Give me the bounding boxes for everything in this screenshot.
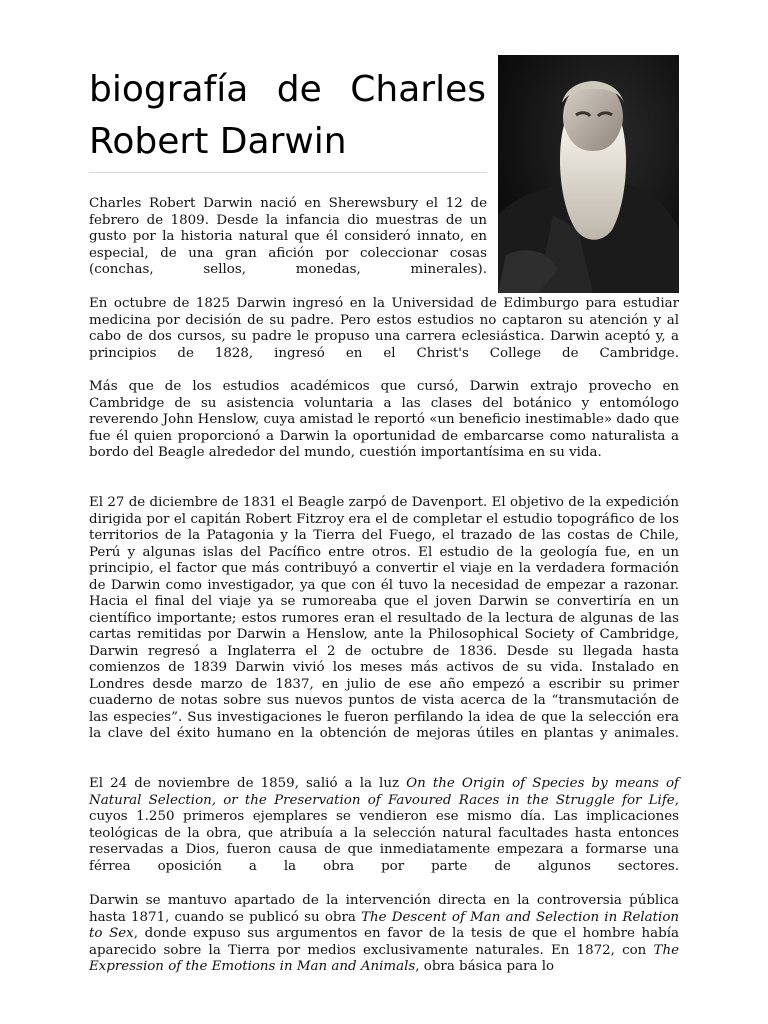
- text-run: Darwin se mantuvo apartado de la intervención directa en la controversia pública hasta 1871, cuando se publicó su obra: [89, 893, 679, 925]
- page-title: biografía de Charles Robert Darwin: [89, 69, 486, 162]
- book-title-descent: The Descent of Man and Selection in Relation to Sex: [89, 909, 680, 941]
- text-run: El 24 de noviembre de 1859, salió a la luz: [89, 776, 407, 791]
- paragraph-edimburgo: En octubre de 1825 Darwin ingresó en la Universidad de Edimburgo para estudiar medicina por decisión de su padre. Pero estos estudios no captaron su atención y al cabo de dos cursos, su padre le propuso una carrera eclesiástica. Darwin aceptó y, a principios de 1828, ingresó en el Christ's College de Cambridge.: [89, 296, 679, 361]
- book-title-origin: On the Origin of Species by means of Natural Selection, or the Preservation of Favoured Races in the Struggle for Life: [89, 776, 679, 808]
- paragraph-cambridge: Más que de los estudios académicos que cursó, Darwin extrajo provecho en Cambridge de su asistencia voluntaria a las clases del botánico y entomólogo reverendo John Henslow, cuya amistad le reportó «un beneficio inestimable» dado que fue él quien proporcionó a Darwin la oportunidad de embarcarse como naturalista a bordo del Beagle alrededor del mundo, cuestión importantísima en su vida.: [89, 379, 679, 460]
- paragraph-intro: Charles Robert Darwin nació en Sherewsbury el 12 de febrero de 1809. Desde la infancia dio muestras de un gusto por la historia natural que él consideró innato, en especial, de una gran afición por coleccionar cosas (conchas, sellos, monedas, minerales).: [89, 196, 487, 277]
- paragraph-descent-of-man: [89, 893, 679, 976]
- book-title-expression: The Expression of the Emotions in Man and Animals: [89, 942, 679, 974]
- text-run: , donde expuso sus argumentos en favor de la tesis de que el hombre había aparecido sobre la Tierra por medios exclusivamente naturales. En 1872, con: [89, 926, 679, 958]
- title-divider: [89, 172, 487, 173]
- text-run: , obra básica para lo: [415, 959, 555, 974]
- paragraph-beagle: El 27 de diciembre de 1831 el Beagle zarpó de Davenport. El objetivo de la expedición dirigida por el capitán Robert Fitzroy era el de completar el estudio topográfico de los territorios de la Patagonia y la Tierra del Fuego, el trazado de las costas de Chile, Perú y algunas islas del Pacífico entre otros. El estudio de la geología fue, en un principio, el factor que más contribuyó a convertir el viaje en la verdadera formación de Darwin como investigador, ya que con él tuvo la necesidad de empezar a razonar. Hacia el final del viaje ya se rumoreaba que el joven Darwin se convertiría en un científico importante; estos rumores eran el resultado de la lectura de algunas de las cartas remitidas por Darwin a Henslow, ante la Philosophical Society of Cambridge, Darwin regresó a Inglaterra el 2 de octubre de 1836. Desde su llegada hasta comienzos de 1839 Darwin vivió los meses más activos de su vida. Instalado en Londres desde marzo de 1837, en julio de ese año empezó a escribir su primer cuaderno de notas sobre sus nuevos puntos de vista acerca de la “transmutación de las especies”. Sus investigaciones le fueron perfilando la idea de que la selección era la clave del éxito humano en la obtención de mejoras útiles en plantas y animales.: [89, 495, 679, 741]
- text-run: , cuyos 1.250 primeros ejemplares se vendieron ese mismo día. Las implicaciones teológicas de la obra, que atribuía a la selección natural facultades hasta entonces reservadas a Dios, fueron causa de que inmediatamente empezara a formarse una férrea oposición a la obra por parte de algunos sectores.: [89, 792, 679, 874]
- paragraph-origin-of-species: [89, 776, 679, 875]
- portrait-photo-icon: [498, 55, 679, 293]
